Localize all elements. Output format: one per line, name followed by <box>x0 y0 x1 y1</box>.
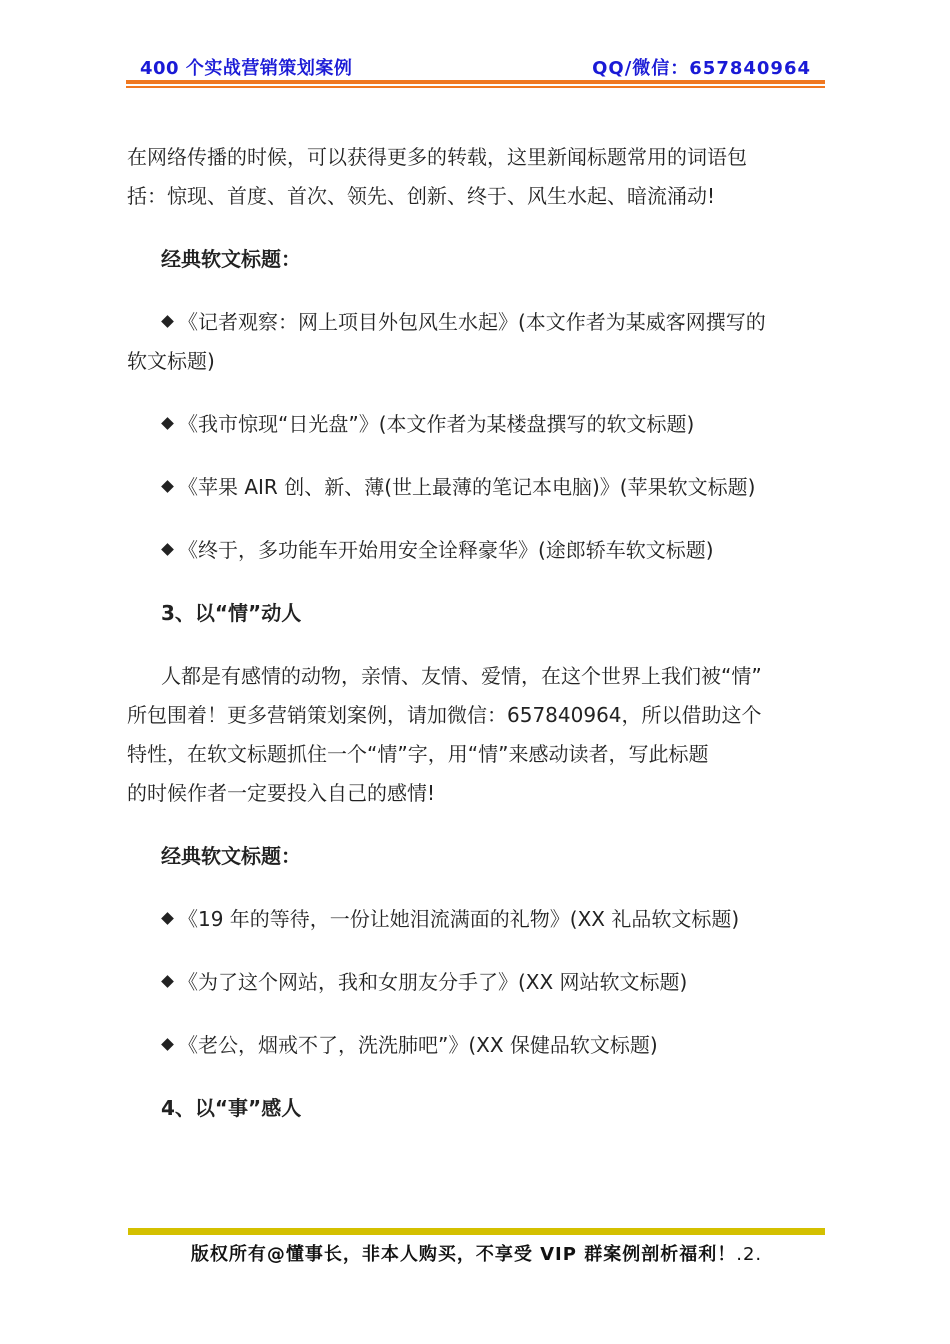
list-item: 《终于，多功能车开始用安全诠释豪华》(途郎轿车软文标题) <box>127 531 825 570</box>
paragraph-3-line-1: 人都是有感情的动物，亲情、友情、爱情，在这个世界上我们被“情” <box>161 664 762 688</box>
footer-copyright: 版权所有@懂事长，非本人购买，不享受 VIP 群案例剖析福利！ <box>190 1244 737 1265</box>
list-item: 《我市惊现“日光盘”》(本文作者为某楼盘撰写的软文标题) <box>127 405 825 444</box>
header-title: 400 个实战营销策划案例 <box>140 58 353 79</box>
header-rule-thin <box>126 86 825 88</box>
diamond-bullet-icon <box>161 417 174 430</box>
list-item-continuation: 软文标题) <box>127 349 215 373</box>
paragraph-3-line-2: 所包围着！更多营销策划案例，请加微信：657840964，所以借助这个 <box>127 703 762 727</box>
diamond-bullet-icon <box>161 912 174 925</box>
paragraph-3-line-4: 的时候作者一定要投入自己的感情! <box>127 781 436 805</box>
section-heading-4: 4、以“事”感人 <box>161 1096 302 1120</box>
header-contact: QQ/微信：657840964 <box>592 58 811 79</box>
document-body <box>127 138 825 1128</box>
diamond-bullet-icon <box>161 480 174 493</box>
section-heading-3: 3、以“情”动人 <box>161 601 302 625</box>
diamond-bullet-icon <box>161 543 174 556</box>
diamond-bullet-icon <box>161 315 174 328</box>
section-b-label: 经典软文标题： <box>161 844 301 868</box>
diamond-bullet-icon <box>161 975 174 988</box>
page-footer <box>128 1240 825 1266</box>
section-a-label: 经典软文标题： <box>161 247 301 271</box>
diamond-bullet-icon <box>161 1038 174 1051</box>
page-header <box>126 54 825 90</box>
list-item: 《19 年的等待，一份让她泪流满面的礼物》(XX 礼品软文标题) <box>127 900 825 939</box>
list-item: 《苹果 AIR 创、新、薄(世上最薄的笔记本电脑)》(苹果软文标题) <box>127 468 825 507</box>
list-item: 《老公，烟戒不了，洗洗肺吧”》(XX 保健品软文标题) <box>127 1026 825 1065</box>
intro-line-2: 括：惊现、首度、首次、领先、创新、终于、风生水起、暗流涌动! <box>127 184 716 208</box>
list-item: 《为了这个网站，我和女朋友分手了》(XX 网站软文标题) <box>127 963 825 1002</box>
paragraph-3-line-3: 特性，在软文标题抓住一个“情”字，用“情”来感动读者，写此标题 <box>127 742 709 766</box>
footer-rule <box>128 1228 825 1235</box>
list-item: 《记者观察：网上项目外包风生水起》(本文作者为某威客网撰写的 <box>127 303 825 342</box>
intro-line-1: 在网络传播的时候，可以获得更多的转载，这里新闻标题常用的词语包 <box>127 145 747 169</box>
header-rule-thick <box>126 80 825 84</box>
page-number: .2. <box>736 1244 763 1265</box>
